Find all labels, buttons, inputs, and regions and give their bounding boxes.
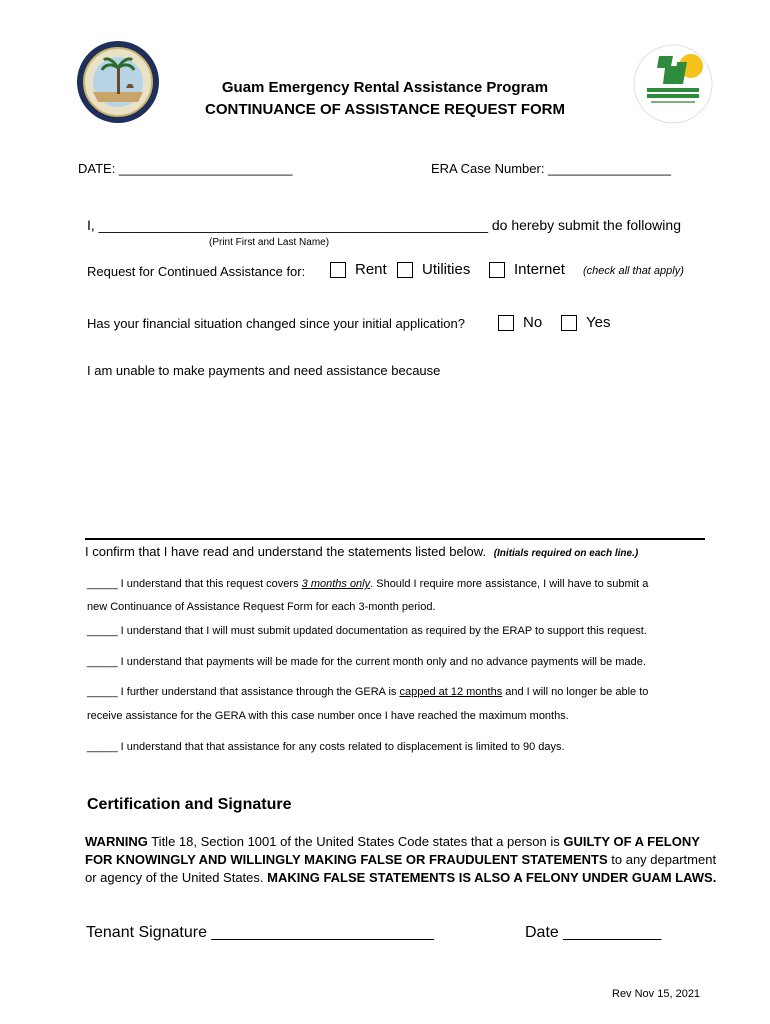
initials-note: (Initials required on each line.) (493, 548, 639, 559)
internet-label: Internet (514, 261, 565, 278)
reason-textarea[interactable] (87, 384, 702, 534)
signature-date-field[interactable]: Date ___________ (525, 924, 662, 941)
rent-label: Rent (355, 261, 387, 278)
date-field[interactable]: DATE: ________________________ (78, 161, 293, 176)
form-title-line1: Guam Emergency Rental Assistance Program (221, 79, 549, 96)
internet-checkbox[interactable] (489, 262, 505, 278)
unable-to-pay-label: I am unable to make payments and need assistance because (87, 363, 441, 378)
rent-checkbox[interactable] (330, 262, 346, 278)
statement-1[interactable]: _____ I understand that this request covers 3 months only. Should I require more assistance, I will have to submit a (87, 578, 649, 590)
statement-3[interactable]: _____ I understand that payments will be made for the current month only and no advance payments will be made. (87, 656, 646, 668)
financial-change-question: Has your financial situation changed since your initial application? (87, 316, 465, 331)
name-hint: (Print First and Last Name) (209, 237, 330, 248)
revision-date: Rev Nov 15, 2021 (612, 988, 701, 1000)
no-label: No (523, 314, 543, 331)
tenant-signature-field[interactable]: Tenant Signature _________________________ (86, 924, 434, 941)
warning-line-2: FOR KNOWINGLY AND WILLINGLY MAKING FALSE OR FRAUDULENT STATEMENTS to any department (85, 852, 717, 867)
request-label: Request for Continued Assistance for: (87, 264, 306, 279)
confirm-heading: I confirm that I have read and understand the statements listed below. (Initials required on each line.) (85, 544, 639, 559)
statement-2[interactable]: _____ I understand that I will must submit updated documentation as required by the ERAP to support this request. (87, 625, 647, 637)
utilities-checkbox[interactable] (397, 262, 413, 278)
warning-line-3: or agency of the United States. MAKING FALSE STATEMENTS IS ALSO A FELONY UNDER GUAM LAWS. (85, 870, 717, 885)
case-number-field[interactable]: ERA Case Number: _________________ (431, 161, 671, 176)
no-checkbox[interactable] (498, 315, 514, 331)
statement-5[interactable]: _____ I understand that that assistance for any costs related to displacement is limited to 90 days. (87, 741, 565, 753)
statement-4-cont: receive assistance for the GERA with this case number once I have reached the maximum months. (87, 710, 569, 722)
warning-line-1: WARNING Title 18, Section 1001 of the United States Code states that a person is GUILTY OF A FELONY (85, 834, 700, 849)
yes-label: Yes (586, 314, 611, 331)
name-field[interactable]: I, __________________________________________________ do hereby submit the following (87, 217, 681, 233)
statement-1-cont: new Continuance of Assistance Request Form for each 3-month period. (87, 601, 436, 613)
yes-checkbox[interactable] (561, 315, 577, 331)
certification-heading: Certification and Signature (87, 796, 292, 813)
form-title-line2: CONTINUANCE OF ASSISTANCE REQUEST FORM (204, 101, 565, 118)
divider-rule (85, 538, 705, 540)
statement-4[interactable]: _____ I further understand that assistance through the GERA is capped at 12 months and I will no longer be able to (87, 686, 649, 698)
utilities-label: Utilities (422, 261, 471, 278)
check-hint: (check all that apply) (583, 265, 684, 277)
